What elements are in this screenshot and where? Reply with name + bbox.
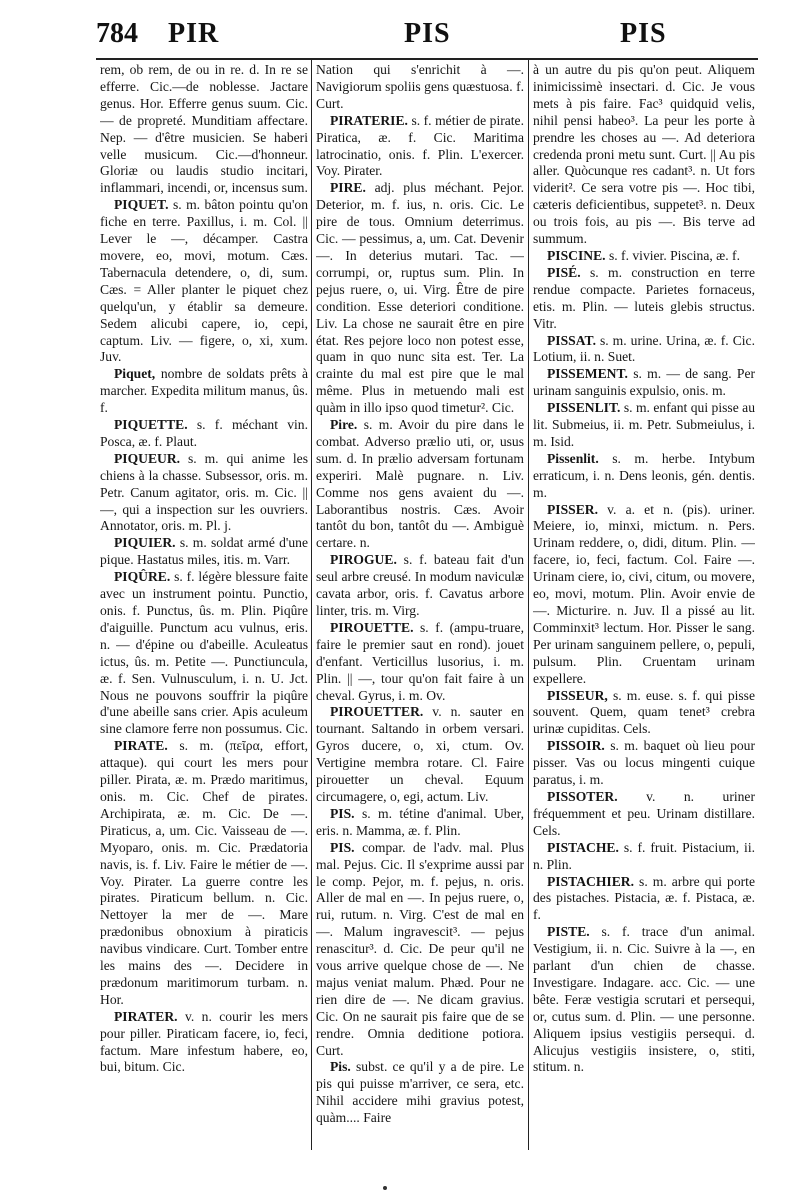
entry-text: compar. de l'adv. mal. Plus mal. Pejus. Cic. Il s'exprime aussi par le comp. Pejor, m. f. pejus, n. oris. Aller de mal en —. In pejus ruere, o, rui, rutum. n. Virg. C'est de mal en —. Malum ingravescit³. — pejus renascitur³. d. Cic. De peur qu'il ne vous arrive quelque chose de —. Ne majus veniat malum. Phæd. Pour ne rien dire de —. Ne dicam gravius. Cic. On ne saurait pis faire que de se rendre. Omnia deditione potiora. Curt. xyxy=(316,839,524,1058)
entry-text: à un autre du pis qu'on peut. Aliquem inimicissimè insectari. d. Cic. Je vous mets à pis faire. Fac³ quidquid velis, nihil pensi habeo³. La peur les porte à prendre les choses au —. Ad deteriora credenda proni metu sunt. Curt. || Au pis aller. Quòcunque res cadant³. n. Ut fors viderit². Ce sera votre pis —. Hoc tibi, cæteris deficientibus, suppetet³. n. Deux ou trois fois, au pis —. Bis terve ad summum. xyxy=(533,62,755,247)
dictionary-entry xyxy=(100,535,308,569)
dictionary-entry xyxy=(533,688,755,739)
entry-headword: PISTE. xyxy=(547,924,590,940)
entry-text: s. f. vivier. Piscina, æ. f. xyxy=(608,247,740,263)
entry-text: s. m. baquet où lieu pour pisser. Vas ou locus mingenti cuique paratus, i. m. xyxy=(533,738,755,788)
page-number: 784 xyxy=(96,18,138,49)
entry-headword: PISSER. xyxy=(547,501,598,517)
entry-text: s. f. bateau fait d'un seul arbre creusé. In modum naviculæ cavata arbor, oris. f. Cavatus arbore linter, tris. m. Virg. xyxy=(316,552,524,618)
dictionary-entry xyxy=(533,265,755,333)
entry-text: s. f. légère blessure faite avec un instrument pointu. Punctio, onis. f. Punctus, ûs. m. Plin. Piqûre d'aiguille. Punctum acu vulnus, eris. n. — d'épine ou d'abeille. Aculeatus ictus, ûs. m. Petite —. Punctiuncula, æ. f. Sen. Vulnusculum, i. n. U. Jct. Nous ne pouvons souffrir la piqûre d'une abeille sans crier. Apis aculeum sine clamore ferre non possumus. Cic. xyxy=(100,569,308,737)
dictionary-entry xyxy=(316,180,524,417)
entry-headword: PIRE. xyxy=(330,180,366,196)
entry-text: s. f. méchant vin. Posca, æ. f. Plaut. xyxy=(100,417,308,449)
entry-headword: PIQUEUR. xyxy=(114,450,181,466)
entry-text: s. f. trace d'un animal. Vestigium, ii. n. Cic. Suivre à la —, en parlant d'un chien de chasse. Investigare. Indagare. acc. Cic. — une bête. Feræ vestigia scrutari et persequi, or, cutus sum. d. Plin. — une personne. Aliquem ipsius vestigiis persequi. d. Alicujus vestigiis insistere, o, stiti, stitum. n. xyxy=(533,924,755,1075)
entry-continuation xyxy=(533,62,755,248)
entry-text: s. m. urine. Urina, æ. f. Cic. Lotium, ii. n. Suet. xyxy=(533,332,755,365)
entry-text: s. f. (ampu-truare, faire le premier saut en rond). jouet d'enfant. Verticillus lusorius, i. m. Plin. || —, tour qu'on fait faire à un cheval. Gyrus, i. m. Ov. xyxy=(316,619,524,703)
entry-continuation xyxy=(316,62,524,113)
dictionary-entry xyxy=(533,738,755,789)
entry-headword: PISSEMENT. xyxy=(547,366,628,382)
entry-text: adj. plus méchant. Pejor. Deterior, m. f. ius, n. oris. Cic. Le pire de tous. Omnium deterrimus. Cic. — pessimus, a, um. Cat. Devenir —. In deterius mutari. Tac. — corrumpi, or, ruptus sum. Plin. In pejus ruere, o, ui. Virg. Être de pire condition. Esse deteriori conditione. Liv. La chose ne saurait être en pire état. Res pejore loco non potest esse, quam in quo nunc sita est. Ter. La crainte du mal est pire que le mal même. Plus in metuendo mali est quàm in illo ipso quod timetur². Cic. xyxy=(316,180,524,416)
entry-text: v. n. uriner fréquemment et peu. Urinam distillare. Cels. xyxy=(533,788,755,838)
dictionary-entry xyxy=(100,569,308,738)
entry-text: s. m. arbre qui porte des pistaches. Pistacia, æ. f. Pistaca, æ. f. xyxy=(533,873,755,923)
entry-headword: PISTACHE. xyxy=(547,839,619,855)
header-rule xyxy=(96,58,758,60)
entry-text: s. m. enfant qui pisse au lit. Submeius, ii. m. Petr. Submeiulus, i. m. Isid. xyxy=(533,400,755,449)
entry-text: s. m. qui anime les chiens à la chasse. Subsessor, oris. m. Petr. Canum agitator, oris. m. Cic. ||—, qui a inspection sur les ouvriers. Annotator, oris. m. Pl. j. xyxy=(100,450,308,534)
dictionary-entry xyxy=(533,451,755,502)
entry-text: s. m. soldat armé d'une pique. Hastatus miles, itis. m. Varr. xyxy=(100,535,308,568)
entry-text: nombre de soldats prêts à marcher. Expedita militum manus, ûs. f. xyxy=(100,366,308,416)
entry-headword: PIS. xyxy=(330,839,355,855)
dictionary-entry xyxy=(100,451,308,536)
entry-headword: Piquet, xyxy=(114,366,156,382)
entry-headword: PISSENLIT. xyxy=(547,400,621,416)
entry-headword: Pire. xyxy=(330,417,358,433)
right-running-headword: PIS xyxy=(620,18,667,49)
dictionary-entry xyxy=(316,113,524,181)
dictionary-entry xyxy=(100,738,308,1009)
entry-text: s. f. fruit. Pistacium, ii. n. Plin. xyxy=(533,839,755,872)
entry-text: s. m. (πεῖρα, effort, attaque). qui court les mers pour piller. Pirata, æ. m. Prædo maritimus, onis. m. Cic. Chef de pirates. Archipirata, æ. m. Cic. De —. Piraticus, a, um. Cic. Vaisseau de —. Myoparo, onis. m. Cic. Prædatoria navis, is. f. Liv. Faire le métier de —. Voy. Pirater. La guerre contre les pirates. Piraticum bellum. n. Cic. Nettoyer la mer de —. Mare prædonibus obnoxium à piraticis navibus vindicare. Curt. Tomber entre les mains des —. Decidere in prædonum maritimorum turbam. n. Hor. xyxy=(100,738,308,1007)
entry-text: s. m. herbe. Intybum erraticum, i. n. Dens leonis, gén. dentis. m. xyxy=(533,450,755,500)
entry-text: s. m. euse. s. f. qui pisse souvent. Quem, quam tenet³ crebra urinæ cupiditas. Cels. xyxy=(533,687,755,737)
entry-text: s. m. tétine d'animal. Uber, eris. n. Mamma, æ. f. Plin. xyxy=(316,805,524,838)
dictionary-entry xyxy=(533,874,755,925)
entry-text: subst. ce qu'il y a de pire. Le pis qui puisse m'arriver, ce sera, etc. Nihil accidere mihi gravius potest, quàm.... Faire xyxy=(316,1059,524,1126)
dictionary-column-left xyxy=(100,62,308,1152)
dictionary-entry xyxy=(533,333,755,367)
dictionary-entry xyxy=(316,704,524,805)
entry-headword: PIROUETTE. xyxy=(330,619,414,635)
dictionary-entry xyxy=(316,1059,524,1127)
entry-text: s. m. — de sang. Per urinam sanguinis expulsio, onis. m. xyxy=(533,366,755,399)
entry-headword: PISSEUR, xyxy=(547,687,608,703)
entry-headword: PISSOTER. xyxy=(547,788,618,804)
dictionary-entry xyxy=(533,502,755,688)
entry-headword: Pis. xyxy=(330,1059,351,1075)
entry-headword: PIQÛRE. xyxy=(114,569,171,585)
entry-text: rem, ob rem, de ou in re. d. In re se efferre. Cic.—de noblesse. Jactare genus. Hor. Efferre genus suum. Cic. — de propreté. Munditiam affectare. Nep. — d'être musicien. Se haberi velle musicum. Cic.—d'honneur. Gloriæ ou laudis studio incitari, inflammari, incendi, or, incensus sum. xyxy=(100,62,308,196)
footer-mark xyxy=(383,1186,387,1190)
dictionary-column-middle xyxy=(316,62,524,1152)
entry-text: s. m. Avoir du pire dans le combat. Adverso prælio uti, or, usus sum. d. In prælio adversam fortunam experiri. Malè pugnare. n. Liv. Comme nos gens avaient du —. Laborantibus nostris. Cæs. Avoir tantôt du bon, tantôt du —. Ambiguè certare. n. xyxy=(316,417,524,551)
dictionary-entry xyxy=(100,366,308,417)
column-divider-2 xyxy=(528,60,529,1150)
middle-running-headword: PIS xyxy=(404,18,451,49)
column-divider-1 xyxy=(311,60,312,1150)
entry-text: s. f. métier de pirate. Piratica, æ. f. Cic. Maritima latrocinatio, onis. f. Plin. L'exercer. Voy. Pirater. xyxy=(316,112,524,179)
dictionary-entry xyxy=(316,620,524,705)
entry-text: v. n. sauter en tournant. Saltando in orbem versari. Gyros ducere, o, xi, ctum. Ov. Vertigine membra rotare. Cl. Faire pirouetter un cheval. Equum circumagere, o, egi, actum. Liv. xyxy=(316,704,524,804)
entry-headword: PIRATE. xyxy=(114,738,168,754)
dictionary-entry xyxy=(533,924,755,1076)
entry-text: s. m. bâton pointu qu'on fiche en terre. Paxillus, i. m. Col. || Lever le —, décamper. Castra movere, eo, movi, motum. Cæs. Tabernacula detendere, o, di, sum. Cæs. = Aller planter le piquet chez quelqu'un, y établir sa demeure. Sedem alicubi capere, io, cepi, captum. Liv. — figere, o, xi, xum. Juv. xyxy=(100,197,308,365)
entry-headword: PIROUETTER. xyxy=(330,704,424,720)
dictionary-entry xyxy=(100,1009,308,1077)
dictionary-entry xyxy=(316,806,524,840)
entry-headword: PIROGUE. xyxy=(330,552,397,568)
dictionary-entry xyxy=(100,417,308,451)
entry-headword: PIQUIER. xyxy=(114,535,176,551)
page-header xyxy=(96,14,755,54)
entry-headword: PISTACHIER. xyxy=(547,873,634,889)
entry-text: v. n. courir les mers pour piller. Piraticam facere, io, feci, factum. Mare infestum habere, eo, bui, bitum. Cic. xyxy=(100,1008,308,1075)
entry-headword: PISSAT. xyxy=(547,332,596,348)
dictionary-entry xyxy=(100,197,308,366)
dictionary-entry xyxy=(533,248,755,265)
dictionary-entry xyxy=(533,366,755,400)
entry-continuation xyxy=(100,62,308,197)
left-running-headword: PIR xyxy=(168,18,220,49)
entry-text: s. m. construction en terre rendue compacte. Parietes fornaceus, etis. m. Plin. — luteis glebis structus. Vitr. xyxy=(533,264,755,331)
dictionary-column-right xyxy=(533,62,755,1152)
entry-text: v. a. et n. (pis). uriner. Meiere, io, minxi, mictum. n. Pers. Urinam reddere, o, didi, ditum. Plin. — facere, io, feci, factum. Col. Faire —. Urinam ciere, io, civi, citum, ou movere, eo, movi, motum. Plin. Avoir envie de —. Micturire. n. Juv. Il a pissé au lit. Comminxit³ lectum. Hor. Pisser le sang. Per urinam sanguinem pellere, o, pepuli, pulsum. Plin. Cruentam urinam expellere. xyxy=(533,501,755,686)
entry-headword: PISCINE. xyxy=(547,247,606,263)
dictionary-entry xyxy=(533,400,755,451)
dictionary-entry xyxy=(316,840,524,1060)
dictionary-entry xyxy=(533,840,755,874)
entry-headword: PIS. xyxy=(330,805,355,821)
dictionary-entry xyxy=(533,789,755,840)
dictionary-entry xyxy=(316,417,524,552)
entry-headword: PIQUETTE. xyxy=(114,417,188,433)
entry-headword: PIRATERIE. xyxy=(330,112,408,128)
entry-text: Nation qui s'enrichit à —. Navigiorum spoliis gens quæstuosa. f. Curt. xyxy=(316,62,524,111)
entry-headword: Pissenlit. xyxy=(547,450,599,466)
entry-headword: PIRATER. xyxy=(114,1008,178,1024)
entry-headword: PISSOIR. xyxy=(547,738,605,754)
dictionary-entry xyxy=(316,552,524,620)
entry-headword: PIQUET. xyxy=(114,197,169,213)
entry-headword: PISÉ. xyxy=(547,264,581,280)
